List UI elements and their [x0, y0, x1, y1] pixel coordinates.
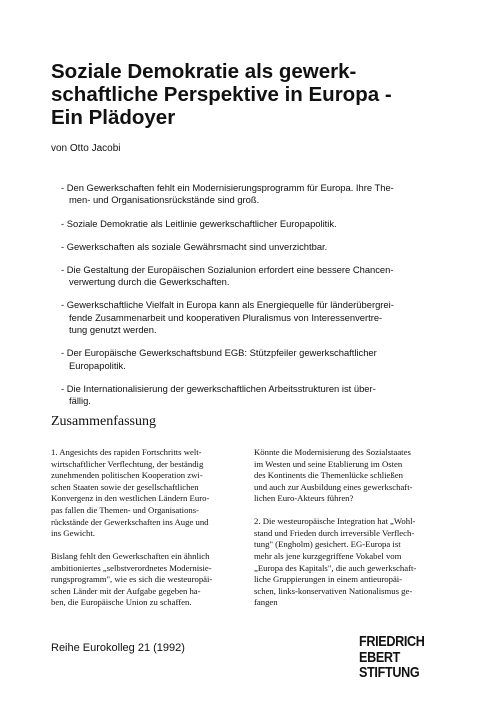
thesis-item — [61, 182, 451, 207]
title-line: schaftliche Perspektive in Europa - — [51, 83, 392, 106]
text-line: stand und Frieden durch irreversible Verflech- — [254, 527, 415, 538]
text-line: wirtschaftlicher Verflechtung, der beständig — [51, 458, 204, 469]
thesis-line: fende Zusammenarbeit und kooperativen Pluralismus von Interessenvertre- — [69, 311, 383, 323]
text-line: im Westen und seine Etablierung im Osten — [254, 458, 403, 469]
thesis-line: - Den Gewerkschaften fehlt ein Modernisierungsprogramm für Europa. Ihre The- — [61, 182, 394, 193]
thesis-line: Europapolitik. — [69, 359, 126, 371]
thesis-line: verwertung durch die Gewerkschaften. — [69, 276, 230, 288]
text-line: Bislang fehlt den Gewerkschaften ein ähnlich — [51, 550, 210, 561]
title-line: Soziale Demokratie als gewerk- — [51, 60, 357, 83]
document-title — [51, 60, 471, 129]
thesis-item — [61, 383, 451, 408]
text-line: ambitioniertes „selbstverordnetes Modernisie- — [51, 562, 212, 573]
thesis-item — [61, 264, 451, 289]
thesis-line: - Soziale Demokratie als Leitlinie gewerkschaftlicher Europapolitik. — [61, 217, 337, 229]
text-line: lichen Euro-Akteurs führen? — [254, 493, 354, 504]
summary-paragraph — [254, 516, 454, 609]
thesis-line: - Gewerkschaften als soziale Gewährsmacht sind unverzichtbar. — [61, 240, 328, 252]
summary-paragraph — [254, 447, 454, 505]
thesis-line: - Die Internationalisierung der gewerkschaftlichen Arbeitsstrukturen ist über- — [61, 382, 376, 394]
thesis-item — [61, 241, 451, 253]
logo-line: FRIEDRICH — [359, 633, 425, 650]
thesis-line: - Der Europäische Gewerkschaftsbund EGB: Stützpfeiler gewerkschaftlicher — [61, 347, 377, 359]
thesis-line: men- und Organisationsrückstände sind groß. — [69, 194, 260, 206]
text-line: mehr als jene kurzgegriffene Vokabel vom — [254, 550, 402, 561]
text-line: Konvergenz in den westlichen Ländern Euro- — [51, 493, 210, 504]
thesis-item — [61, 218, 451, 230]
text-line: tung" (Engholm) gesichert. EG-Europa ist — [254, 539, 401, 550]
thesis-line: - Die Gestaltung der Europäischen Sozialunion erfordert eine bessere Chancen- — [61, 263, 394, 275]
summary-paragraph — [51, 551, 241, 609]
text-line: 2. Die westeuropäische Integration hat „Wohl- — [254, 516, 416, 527]
text-line: „Europa des Kapitals", die auch gewerkschaft- — [254, 562, 417, 573]
text-line: schen, links-konservativen Nationalismus ge- — [254, 585, 413, 596]
thesis-item — [61, 347, 451, 372]
logo-line: EBERT — [359, 648, 401, 666]
summary-paragraph — [51, 447, 241, 540]
summary-heading: Zusammenfassung — [51, 414, 156, 429]
title-line: Ein Plädoyer — [51, 106, 176, 129]
friedrich-ebert-stiftung-logo — [359, 634, 425, 681]
text-line: ben, die Europäische Union zu schaffen. — [51, 597, 192, 608]
author-line: von Otto Jacobi — [51, 143, 121, 154]
text-line: fangen — [254, 597, 278, 608]
text-line: ins Gewicht. — [51, 528, 95, 539]
text-line: liche Gruppierungen in einem antieuropäi- — [254, 574, 403, 585]
text-line: pas fallen die Themen- und Organisations- — [51, 504, 200, 515]
text-line: schen Staaten sowie der gesellschaftlichen — [51, 481, 199, 492]
text-line: und auch zur Ausbildung eines gewerkschaft- — [254, 481, 413, 492]
thesis-line: fällig. — [69, 395, 91, 406]
thesis-line: tung genutzt werden. — [69, 324, 157, 335]
theses-list — [61, 182, 451, 418]
text-line: rungsprogramm", wie es sich die westeuropäi- — [51, 574, 213, 585]
summary-column-left — [51, 447, 241, 620]
text-line: zunehmenden politischen Kooperation zwi- — [51, 470, 203, 481]
series-label: Reihe Eurokolleg 21 (1992) — [51, 642, 185, 654]
text-line: schen Länder mit der Aufgabe gegeben ha- — [51, 585, 201, 596]
text-line: rückstände der Gewerkschaften ins Auge und — [51, 516, 209, 527]
logo-line: STIFTUNG — [359, 664, 420, 681]
thesis-line: - Gewerkschaftliche Vielfalt in Europa kann als Energiequelle für länderübergrei- — [61, 299, 394, 311]
thesis-item — [61, 299, 451, 336]
text-line: 1. Angesichts des rapiden Fortschritts welt- — [51, 447, 202, 457]
summary-column-right — [254, 447, 454, 620]
text-line: Könnte die Modernisierung des Sozialstaates — [254, 447, 411, 457]
text-line: des Kontinents die Themenlücke schließen — [254, 470, 403, 481]
